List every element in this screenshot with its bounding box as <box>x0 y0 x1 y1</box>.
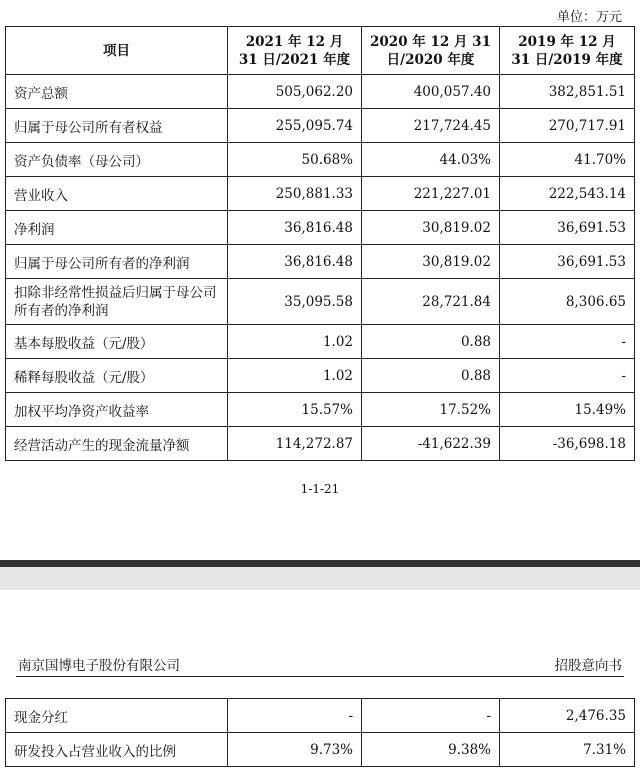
table-header-row <box>6 27 635 75</box>
value-2019: 382,851.51 <box>500 75 635 109</box>
page-number: 1-1-21 <box>300 482 340 496</box>
value-2021: 50.68% <box>228 143 362 177</box>
header-2021: 2021 年 12 月 31 日/2021 年度 <box>228 27 362 75</box>
financial-summary-table-continued <box>5 698 635 767</box>
value-2020: 17.52% <box>362 393 500 427</box>
value-2019: - <box>500 359 635 393</box>
value-2019: 41.70% <box>500 143 635 177</box>
table-row <box>6 393 635 427</box>
value-2019: 36,691.53 <box>500 211 635 245</box>
value-2019: - <box>500 325 635 359</box>
value-2019: 8,306.65 <box>500 279 635 325</box>
table-row <box>6 109 635 143</box>
value-2021: - <box>228 699 362 733</box>
row-label: 经营活动产生的现金流量净额 <box>6 427 228 461</box>
table-row <box>6 359 635 393</box>
table-row <box>6 733 635 767</box>
value-2020: 0.88 <box>362 325 500 359</box>
unit-label: 单位：万元 <box>556 10 622 25</box>
value-2021: 250,881.33 <box>228 177 362 211</box>
table-row <box>6 75 635 109</box>
page-2 <box>0 590 640 770</box>
header-2020: 2020 年 12 月 31 日/2020 年度 <box>362 27 500 75</box>
row-label: 基本每股收益（元/股） <box>6 325 228 359</box>
value-2020: - <box>362 699 500 733</box>
row-label: 加权平均净资产收益率 <box>6 393 228 427</box>
row-label: 扣除非经常性损益后归属于母公司所有者的净利润 <box>6 279 228 325</box>
value-2021: 9.73% <box>228 733 362 767</box>
value-2021: 114,272.87 <box>228 427 362 461</box>
table-row <box>6 699 635 733</box>
table-row <box>6 279 635 325</box>
value-2019: 36,691.53 <box>500 245 635 279</box>
table-row <box>6 143 635 177</box>
value-2021: 1.02 <box>228 359 362 393</box>
header-2019: 2019 年 12 月 31 日/2019 年度 <box>500 27 635 75</box>
value-2021: 35,095.58 <box>228 279 362 325</box>
value-2021: 15.57% <box>228 393 362 427</box>
row-label: 净利润 <box>6 211 228 245</box>
value-2021: 255,095.74 <box>228 109 362 143</box>
row-label: 归属于母公司所有者权益 <box>6 109 228 143</box>
value-2021: 1.02 <box>228 325 362 359</box>
row-label: 资产总额 <box>6 75 228 109</box>
financial-summary-table <box>5 26 635 461</box>
table-row <box>6 211 635 245</box>
value-2020: 400,057.40 <box>362 75 500 109</box>
value-2020: 28,721.84 <box>362 279 500 325</box>
row-label: 现金分红 <box>6 699 228 733</box>
value-2019: 15.49% <box>500 393 635 427</box>
value-2019: -36,698.18 <box>500 427 635 461</box>
row-label: 资产负债率（母公司） <box>6 143 228 177</box>
value-2020: 0.88 <box>362 359 500 393</box>
value-2021: 36,816.48 <box>228 211 362 245</box>
value-2020: 9.38% <box>362 733 500 767</box>
table-row <box>6 427 635 461</box>
header-item: 项目 <box>6 27 228 75</box>
row-label: 归属于母公司所有者的净利润 <box>6 245 228 279</box>
company-name: 南京国博电子股份有限公司 <box>18 658 180 674</box>
value-2020: -41,622.39 <box>362 427 500 461</box>
row-label: 营业收入 <box>6 177 228 211</box>
table-row <box>6 245 635 279</box>
value-2021: 505,062.20 <box>228 75 362 109</box>
value-2020: 221,227.01 <box>362 177 500 211</box>
value-2020: 30,819.02 <box>362 211 500 245</box>
value-2019: 222,543.14 <box>500 177 635 211</box>
value-2019: 270,717.91 <box>500 109 635 143</box>
value-2020: 44.03% <box>362 143 500 177</box>
value-2020: 30,819.02 <box>362 245 500 279</box>
value-2021: 36,816.48 <box>228 245 362 279</box>
value-2019: 2,476.35 <box>500 699 635 733</box>
table-row <box>6 177 635 211</box>
row-label: 研发投入占营业收入的比例 <box>6 733 228 767</box>
value-2020: 217,724.45 <box>362 109 500 143</box>
page-header <box>16 654 624 677</box>
row-label: 稀释每股收益（元/股） <box>6 359 228 393</box>
page-separator <box>0 560 640 590</box>
value-2019: 7.31% <box>500 733 635 767</box>
document-type: 招股意向书 <box>554 658 622 674</box>
table-row <box>6 325 635 359</box>
